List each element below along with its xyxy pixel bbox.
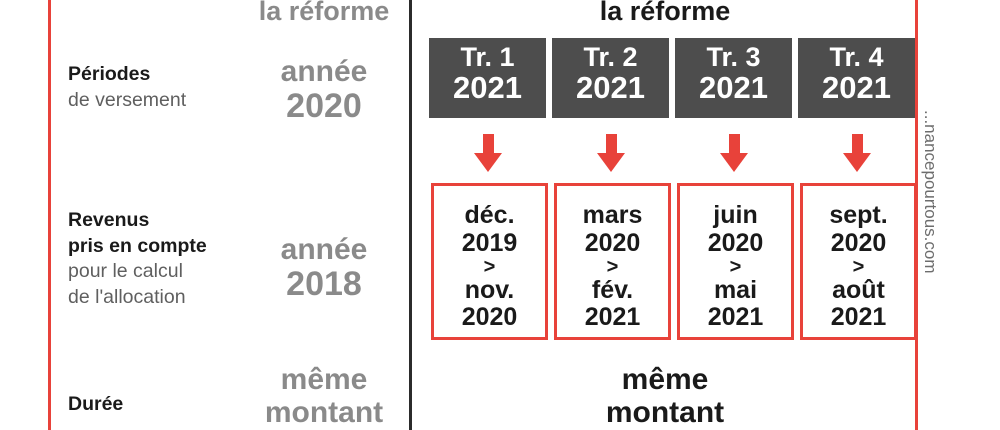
income-3-separator: > xyxy=(729,255,742,278)
income-1-start-year: 2019 xyxy=(461,228,518,257)
before-value-periodes-line1: année xyxy=(280,55,368,88)
after-value-duree-line1: même xyxy=(621,363,709,396)
quarter-box-2-year: 2021 xyxy=(576,69,645,105)
income-4-end-year: 2021 xyxy=(830,303,887,332)
income-2-separator: > xyxy=(606,255,619,278)
before-value-periodes-line2: 2020 xyxy=(286,87,362,125)
header-before-reform: la réforme xyxy=(258,0,390,26)
income-1-end-year: 2020 xyxy=(461,303,518,332)
quarter-box-1-year: 2021 xyxy=(453,69,522,105)
income-3-start-month: juin xyxy=(713,201,758,229)
row-label-duree xyxy=(68,392,243,418)
header-after-reform: la réforme xyxy=(599,0,731,26)
after-value-duree-line2: montant xyxy=(605,396,725,429)
income-4-start-month: sept. xyxy=(829,201,888,229)
income-3-start-year: 2020 xyxy=(707,228,764,257)
frame-left-border xyxy=(48,0,51,430)
source-credit: ...nancepourtous.com xyxy=(921,110,940,274)
row-label-revenus-strong-1: Revenus xyxy=(68,209,150,231)
quarter-box-3-year: 2021 xyxy=(699,69,768,105)
row-label-periodes-strong: Périodes xyxy=(68,63,151,85)
income-3-end-year: 2021 xyxy=(707,303,764,332)
quarter-box-4 xyxy=(798,38,915,118)
row-label-revenus-strong-2: pris en compte xyxy=(68,234,207,257)
row-label-periodes xyxy=(68,62,243,113)
before-value-duree-line1: même xyxy=(280,363,368,396)
quarter-box-1-label: Tr. 1 xyxy=(460,42,515,72)
quarter-box-3 xyxy=(675,38,792,118)
income-1-start-month: déc. xyxy=(464,201,515,229)
income-period-box-4 xyxy=(800,183,917,340)
before-value-revenus-line2: 2018 xyxy=(286,265,362,303)
quarter-box-3-label: Tr. 3 xyxy=(706,42,761,72)
row-label-revenus-light-2: de l'allocation xyxy=(68,286,186,309)
income-period-box-1 xyxy=(431,183,548,340)
income-period-box-2 xyxy=(554,183,671,340)
row-label-revenus-light-1: pour le calcul xyxy=(68,260,183,283)
income-2-start-month: mars xyxy=(582,201,643,229)
income-period-box-3 xyxy=(677,183,794,340)
row-label-duree-strong: Durée xyxy=(68,393,124,415)
arrow-down-icon-4 xyxy=(843,134,871,172)
after-value-duree xyxy=(420,363,910,429)
quarter-box-2-label: Tr. 2 xyxy=(583,42,638,72)
income-2-end-year: 2021 xyxy=(584,303,641,332)
column-divider xyxy=(409,0,412,430)
income-4-separator: > xyxy=(852,255,865,278)
before-value-revenus-line1: année xyxy=(280,233,368,266)
income-2-start-year: 2020 xyxy=(584,228,641,257)
before-value-duree-line2: montant xyxy=(264,396,384,429)
income-4-end-month: août xyxy=(832,275,885,304)
quarter-box-1 xyxy=(429,38,546,118)
income-1-end-month: nov. xyxy=(464,275,515,304)
income-1-separator: > xyxy=(483,255,496,278)
row-label-revenus xyxy=(68,208,243,311)
arrow-down-icon-3 xyxy=(720,134,748,172)
quarter-box-4-label: Tr. 4 xyxy=(829,42,884,72)
row-label-periodes-light: de versement xyxy=(68,88,187,111)
arrow-down-icon-1 xyxy=(474,134,502,172)
income-2-end-month: fév. xyxy=(591,275,634,304)
arrow-down-icon-2 xyxy=(597,134,625,172)
quarter-box-4-year: 2021 xyxy=(822,69,891,105)
income-3-end-month: mai xyxy=(713,275,758,304)
before-value-revenus xyxy=(240,233,408,303)
income-4-start-year: 2020 xyxy=(830,228,887,257)
before-value-duree xyxy=(240,363,408,429)
quarter-box-2 xyxy=(552,38,669,118)
before-value-periodes xyxy=(240,55,408,125)
